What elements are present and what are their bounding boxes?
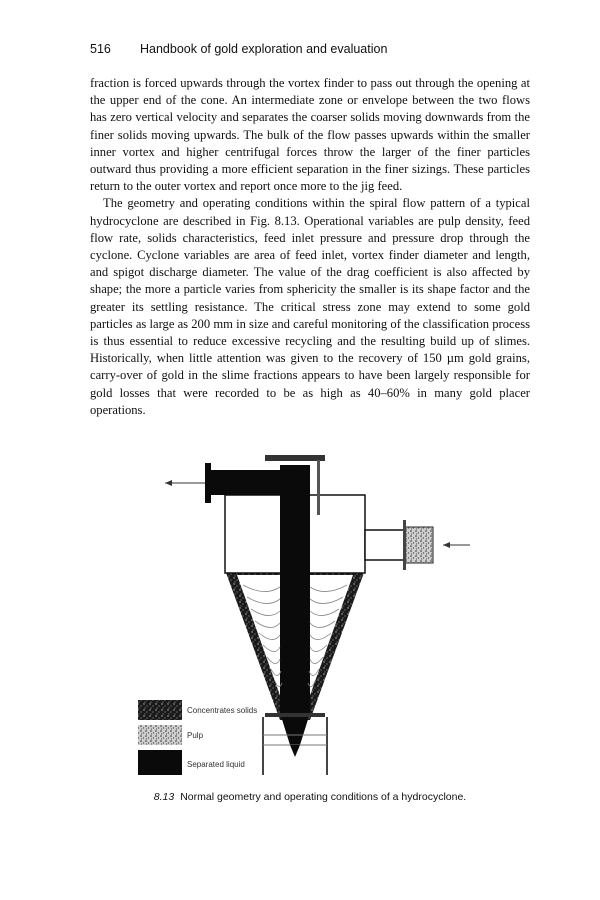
caption-text: Normal geometry and operating conditions of a hydrocyclone.	[180, 791, 467, 803]
legend-swatch-concentrates	[138, 700, 182, 720]
vortex-core	[280, 465, 310, 745]
underflow-tip	[290, 745, 300, 757]
running-header	[90, 42, 530, 60]
caption-number: 8.13	[153, 791, 175, 803]
running-title: Handbook of gold exploration and evaluation	[140, 42, 388, 56]
paragraph-1: fraction is forced upwards through the vortex finder to pass out through the opening at the upper end of the cone. An intermediate zone or envelope between the two flows has zero vertical velocity and separates the coarser solids moving downwards from the finer solids moving upwards. The bulk of the flow passes upwards within the smaller inner vortex and higher centrifugal forces throw the larger of the finer particles outward thus providing a more efficient separation in the finer sizings. These particles return to the outer vortex and report once more to the jig feed.	[90, 76, 530, 194]
hydrocyclone-figure	[125, 445, 475, 780]
hydrocyclone-diagram	[125, 445, 475, 780]
page-number: 516	[90, 42, 111, 56]
overflow-arrow-head	[165, 480, 172, 486]
feed-arrow-head	[443, 542, 450, 548]
body-text	[90, 75, 530, 419]
legend-label-concentrates: Concentrates solids	[187, 706, 258, 715]
overflow-flange	[205, 463, 211, 503]
figure-caption	[90, 791, 530, 803]
legend-label-pulp: Pulp	[187, 731, 204, 740]
spigot-flange	[265, 713, 325, 717]
feed-pulp	[405, 527, 433, 563]
legend-label-liquid: Separated liquid	[187, 760, 245, 769]
legend-swatch-pulp	[138, 725, 182, 745]
feed-inlet	[365, 530, 405, 560]
paragraph-2: The geometry and operating conditions within the spiral flow pattern of a typical hydrocyclone are described in Fig. 8.13. Operational variables are pulp density, feed flow rate, solids characteristics, feed inlet pressure and pressure drop through the cyclone. Cyclone variables are area of feed inlet, vortex finder diameter and length, and spigot discharge diameter. The value of the drag coefficient is also affected by shape; the more a particle varies from sphericity the smaller is its shape factor and the greater its settling resistance. The critical stress zone may extend to some gold particles as large as 200 mm in size and careful monitoring of the classification process is thus essential to reduce excessive recycling and the resulting build up of slimes. Historically, when little attention was given to the recovery of 150 µm gold grains, carry-over of gold in the slime fractions appears to have been largely responsible for gold losses that were recorded to be as high as 40–60% in many gold placer operations.	[90, 196, 530, 417]
inlet-flange	[403, 520, 406, 570]
top-flange	[265, 455, 325, 461]
legend-swatch-liquid	[138, 750, 182, 775]
bolt-rod	[317, 460, 320, 515]
